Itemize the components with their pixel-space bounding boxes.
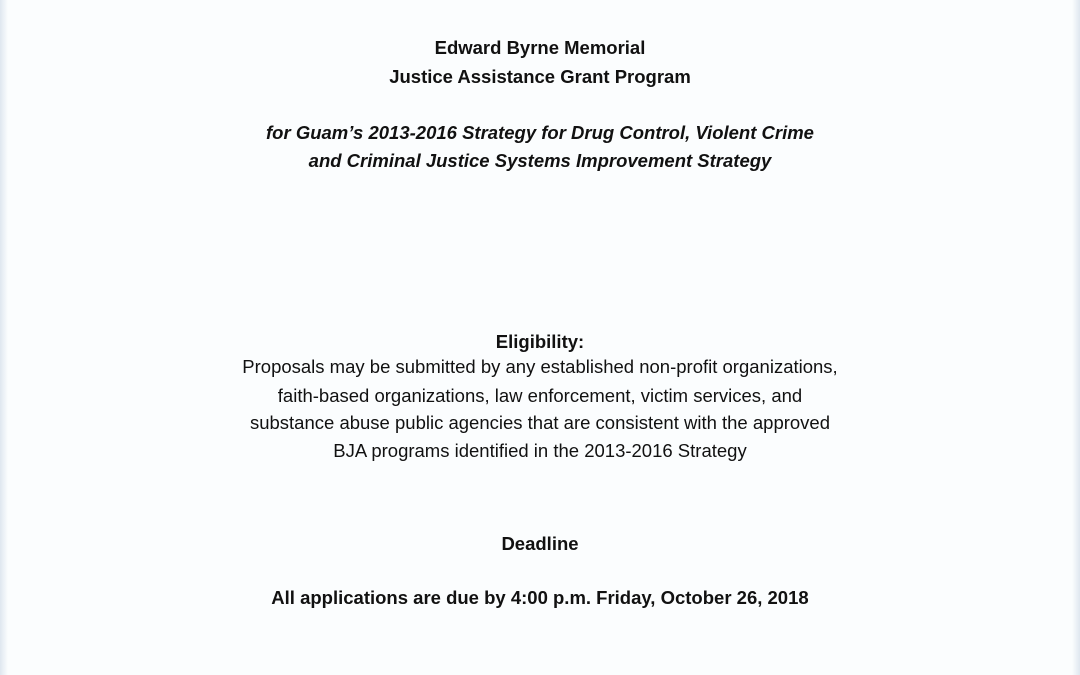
header-line-2: Justice Assistance Grant Program bbox=[389, 66, 691, 87]
eligibility-text-line-3: substance abuse public agencies that are consistent with the approved bbox=[249, 412, 831, 433]
subtitle-line-2: and Criminal Justice Systems Improvement Strategy bbox=[308, 150, 772, 171]
header-line-1: Edward Byrne Memorial bbox=[434, 37, 646, 58]
subtitle-line-1: for Guam’s 2013-2016 Strategy for Drug Control, Violent Crime bbox=[266, 122, 814, 143]
deadline-heading: Deadline bbox=[501, 533, 579, 554]
eligibility-text-line-1: Proposals may be submitted by any established non-profit organizations, bbox=[242, 356, 838, 377]
eligibility-heading: Eligibility: bbox=[495, 331, 585, 352]
eligibility-text-line-2: faith-based organizations, law enforcement, victim services, and bbox=[277, 385, 803, 406]
deadline-statement: All applications are due by 4:00 p.m. Friday, October 26, 2018 bbox=[271, 587, 809, 608]
eligibility-text-line-4: BJA programs identified in the 2013-2016 Strategy bbox=[333, 440, 747, 461]
